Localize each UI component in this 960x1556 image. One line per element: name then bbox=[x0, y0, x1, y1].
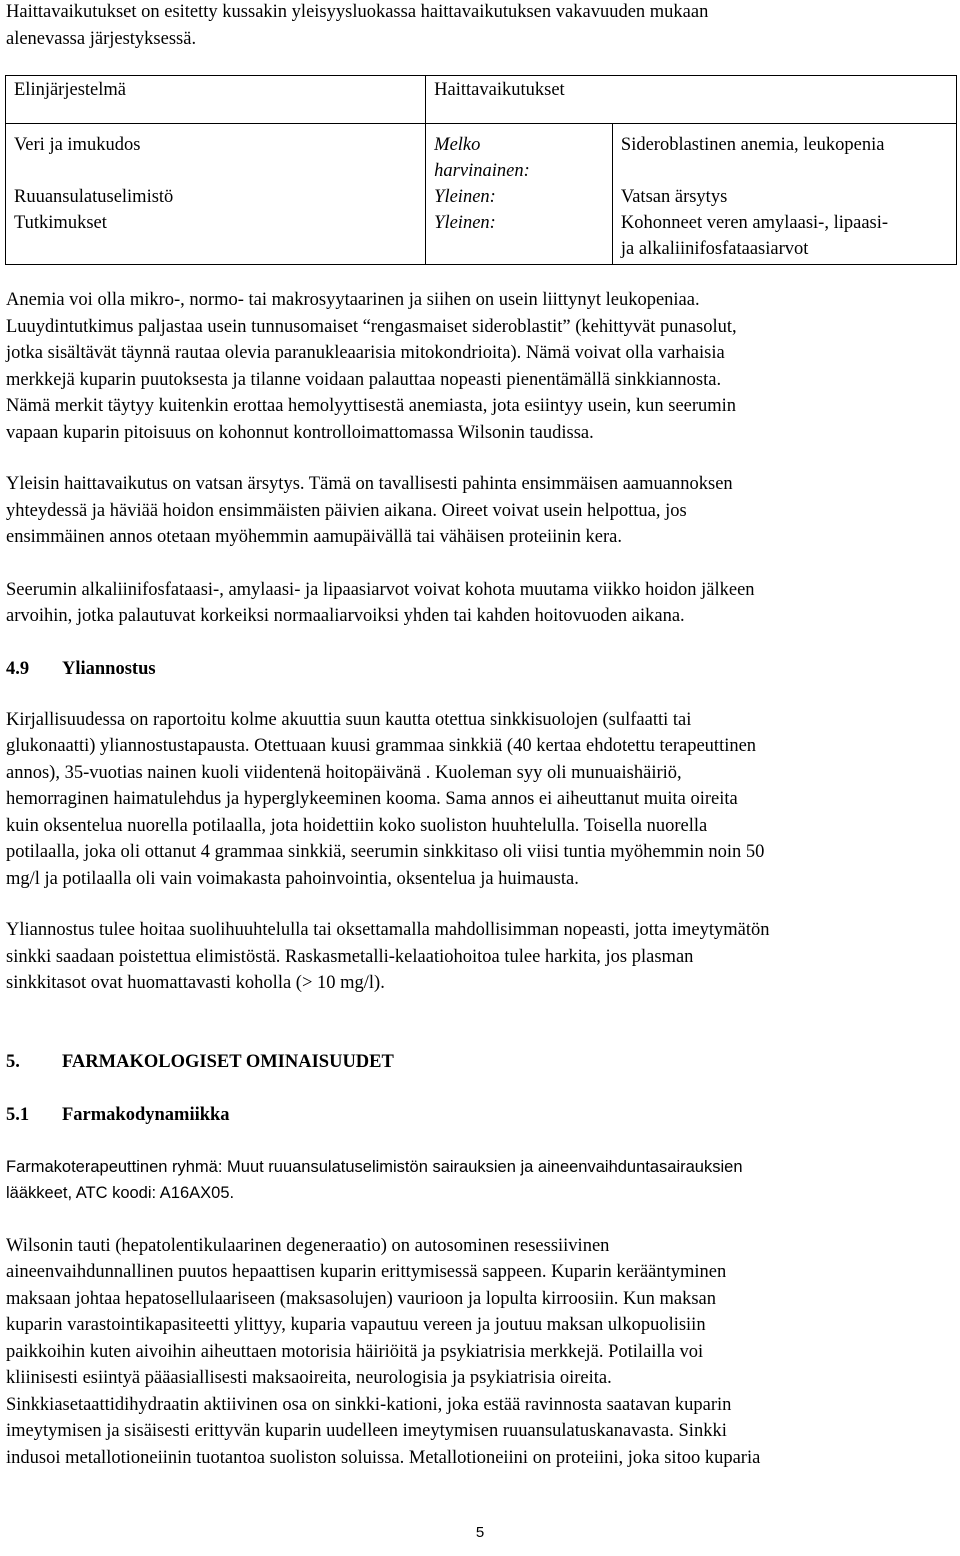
cell-effect: Sideroblastinen anemia, leukopenia bbox=[612, 124, 956, 185]
section-title: Farmakodynamiikka bbox=[62, 1104, 230, 1125]
text-line: Anemia voi olla mikro-, normo- tai makrosyytaarinen ja siihen on usein liittynyt leukopeniaa. bbox=[6, 290, 700, 310]
page-number: 5 bbox=[475, 1524, 485, 1541]
text-line: arvoihin, jotka palautuvat korkeiksi normaaliarvoiksi yhden tai kahden hoitovuoden aikana. bbox=[6, 606, 685, 626]
cell-frequency bbox=[426, 124, 613, 185]
serum-paragraph bbox=[6, 577, 950, 630]
text-line: aineenvaihdunnallinen puutos hepaattisen kuparin erittymisessä sappeen. Kuparin kerääntyminen bbox=[6, 1262, 727, 1282]
cell-effect: Vatsan ärsytys bbox=[612, 184, 956, 210]
text-line: imeytymisen ja sisäisesti erittyvän kuparin uudelleen imeytymisen ruuansulatuskanavasta. Sinkki bbox=[6, 1421, 727, 1441]
text-line: Sinkkiasetaattidihydraatin aktiivinen osa on sinkki-kationi, joka estää ravinnosta saatavan kuparin bbox=[6, 1394, 732, 1415]
text-line: Wilsonin tauti (hepatolentikulaarinen degeneraatio) on autosominen resessiivinen bbox=[6, 1235, 610, 1256]
effect-line: Kohonneet veren amylaasi-, lipaasi- bbox=[620, 213, 889, 233]
text-line: Farmakoterapeuttinen ryhmä: Muut ruuansulatuselimistön sairauksien ja aineenvaihduntasairauksien bbox=[6, 1157, 743, 1176]
text-line: glukonaatti) yliannostustapausta. Otettuaan kuusi grammaa sinkkiä (40 kertaa ehdotettu terapeuttinen bbox=[6, 736, 757, 756]
text-line: lääkkeet, ATC koodi: A16AX05. bbox=[6, 1184, 235, 1202]
text-line: paikkoihin kuten aivoihin aiheuttaen motorisia häiriöitä ja psykiatrisia merkkejä. Potilailla voi bbox=[6, 1341, 704, 1362]
text-line: Haittavaikutukset on esitetty kussakin yleisyysluokassa haittavaikutuksen vakavuuden mukaan bbox=[6, 2, 709, 22]
text-line: Kirjallisuudessa on raportoitu kolme akuuttia suun kautta otettua sinkkisuolojen (sulfaatti tai bbox=[6, 709, 692, 730]
text-line: Nämä merkit täytyy kuitenkin erottaa hemolyyttisestä anemiasta, jota esiintyy usein, kun seerumin bbox=[6, 396, 737, 416]
table-header-row bbox=[6, 76, 957, 124]
table-row bbox=[6, 184, 957, 210]
section-number: 5.1 bbox=[6, 1104, 30, 1125]
text-line: Seerumin alkaliinifosfataasi-, amylaasi- ja lipaasiarvot voivat kohota muutama viikko hoidon jälkeen bbox=[6, 579, 755, 600]
cell-system: Tutkimukset bbox=[6, 210, 426, 265]
treatment-paragraph bbox=[6, 917, 950, 997]
text-line: merkkejä kuparin puutoksesta ja tilanne voidaan palauttaa nopeasti pienentämällä sinkkiannosta. bbox=[6, 369, 722, 390]
text-line: Yleisin haittavaikutus on vatsan ärsytys. Tämä on tavallisesti pahinta ensimmäisen aamuannoksen bbox=[6, 474, 733, 494]
frequency-line: Melko bbox=[434, 135, 481, 155]
text-line: kliinisesti esiintyä pääasiallisesti maksaoireita, neurologisia ja psykiatrisia oireita. bbox=[6, 1368, 612, 1388]
table-row bbox=[6, 210, 957, 265]
anemia-paragraph bbox=[6, 287, 950, 446]
adverse-effects-table bbox=[5, 75, 957, 265]
cell-system: Veri ja imukudos bbox=[6, 124, 426, 185]
text-line: Yliannostus tulee hoitaa suolihuuhtelulla tai oksettamalla mahdollisimman nopeasti, jotta imeytymätön bbox=[6, 920, 770, 940]
intro-paragraph bbox=[6, 0, 950, 52]
text-line: vapaan kuparin pitoisuus on kohonnut kontrolloimattomassa Wilsonin taudissa. bbox=[6, 422, 594, 443]
section-title: FARMAKOLOGISET OMINAISUUDET bbox=[62, 1051, 394, 1072]
text-line: mg/l ja potilaalla oli vain voimakasta pahoinvointia, oksentelua ja huimausta. bbox=[6, 868, 579, 889]
section-heading bbox=[6, 656, 950, 682]
text-line: alenevassa järjestyksessä. bbox=[6, 28, 197, 49]
text-line: maksaan johtaa hepatosellulaariseen (maksasolujen) vaurioon ja lopulta kirroosiin. Kun maksan bbox=[6, 1288, 716, 1309]
effect-line: ja alkaliinifosfataasiarvot bbox=[620, 239, 809, 259]
cell-effect bbox=[612, 210, 956, 265]
text-line: ensimmäinen annos otetaan myöhemmin aamupäivällä tai vähäisen proteiinin kera. bbox=[6, 527, 622, 547]
text-line: Luuydintutkimus paljastaa usein tunnusomaiset “rengasmaiset sideroblastit” (kehittyvät punasolut, bbox=[6, 316, 737, 337]
text-line: sinkkitasot ovat huomattavasti koholla (> 10 mg/l). bbox=[6, 973, 385, 993]
text-line: indusoi metallotioneiinin tuotantoa suoliston soluissa. Metallotioneiini on proteiini, joka sitoo kuparia bbox=[6, 1447, 761, 1468]
cell-frequency: Yleinen: bbox=[426, 210, 613, 265]
text-line: yhteydessä ja häviää hoidon ensimmäisten päivien aikana. Oireet voivat usein helpottua, jos bbox=[6, 500, 687, 521]
table-row bbox=[6, 124, 957, 185]
header-organ-system: Elinjärjestelmä bbox=[6, 76, 426, 124]
text-line: potilaalla, joka oli ottanut 4 grammaa sinkkiä, seerumin sinkkitaso oli viisi tuntia myöhemmin noin 50 bbox=[6, 842, 765, 862]
wilson-paragraph bbox=[6, 1233, 950, 1472]
pharmacotherapeutic-group-paragraph bbox=[6, 1154, 950, 1207]
common-effect-paragraph bbox=[6, 471, 950, 551]
section-number: 4.9 bbox=[6, 658, 30, 679]
frequency-line: harvinainen: bbox=[434, 161, 530, 181]
text-line: annos), 35-vuotias nainen kuoli viidentenä hoitopäivänä . Kuoleman syy oli munuaishäiriö, bbox=[6, 762, 682, 783]
section-heading bbox=[6, 1102, 950, 1128]
cell-system: Ruuansulatuselimistö bbox=[6, 184, 426, 210]
text-line: jotka sisältävät täynnä rautaa olevia paranukleaarisia mitokondrioita). Nämä voivat olla varhaisia bbox=[6, 343, 725, 363]
overdose-paragraph bbox=[6, 707, 950, 893]
document-page bbox=[6, 0, 950, 1471]
text-line: kuin oksentelua nuorella potilaalla, jota hoidettiin koko suoliston huuhtelulla. Toisella nuorella bbox=[6, 815, 708, 836]
text-line: sinkki saadaan poistettua elimistöstä. Raskasmetalli-kelaatiohoitoa tulee harkita, jos plasman bbox=[6, 946, 694, 967]
cell-frequency: Yleinen: bbox=[426, 184, 613, 210]
section-number: 5. bbox=[6, 1051, 20, 1072]
text-line: kuparin varastointikapasiteetti ylittyy, kuparia vapautuu vereen ja joutuu maksan ulkopuolisiin bbox=[6, 1315, 706, 1335]
section-heading bbox=[6, 1049, 950, 1075]
header-adverse-effects: Haittavaikutukset bbox=[426, 76, 957, 124]
text-line: hemorraginen haimatulehdus ja hyperglykeeminen kooma. Sama annos ei aiheuttanut muita oireita bbox=[6, 789, 738, 809]
section-title: Yliannostus bbox=[62, 658, 156, 679]
